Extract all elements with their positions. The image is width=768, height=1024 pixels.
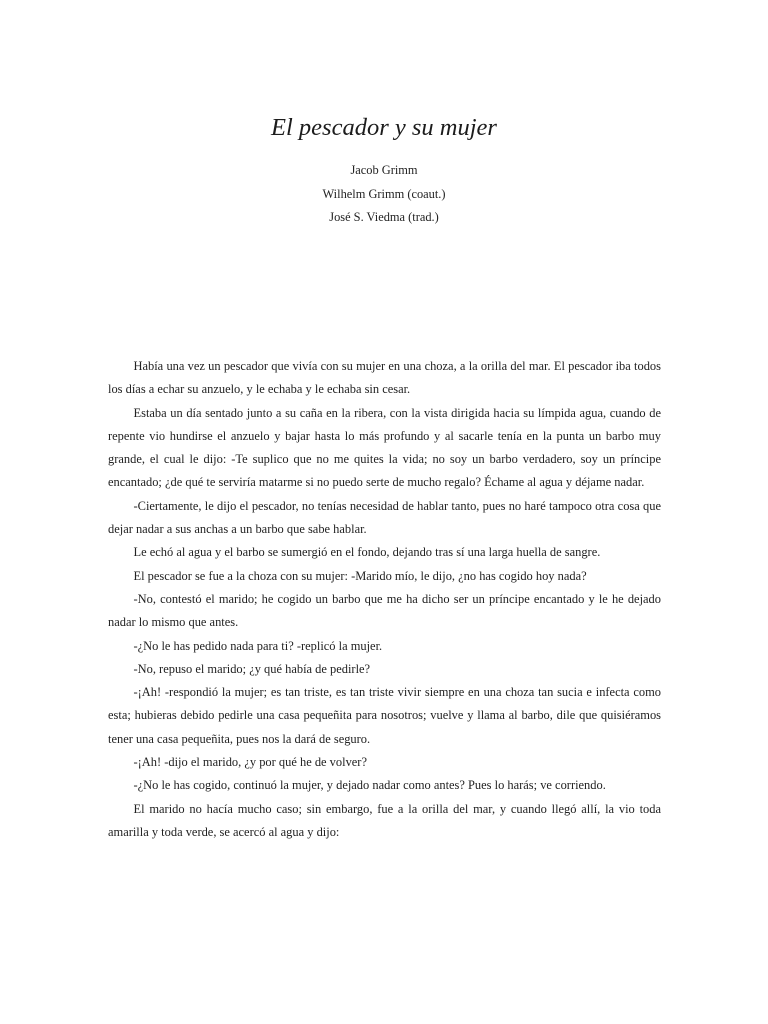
document-body: [108, 355, 661, 844]
paragraph: -Ciertamente, le dijo el pescador, no tenías necesidad de hablar tanto, pues no haré tampoco otra cosa que dejar nadar a sus anchas a un barbo que sabe hablar.: [108, 498, 661, 537]
paragraph: -No, contestó el marido; he cogido un barbo que me ha dicho ser un príncipe encantado y le he dejado nadar lo mismo que antes.: [108, 591, 661, 630]
paragraph: -No, repuso el marido; ¿y qué había de pedirle?: [133, 661, 371, 676]
paragraph: -¡Ah! -dijo el marido, ¿y por qué he de volver?: [133, 755, 367, 770]
paragraph: -¡Ah! -respondió la mujer; es tan triste, es tan triste vivir siempre en una choza tan sucia e infecta como esta; hubieras debido pedirle una casa pequeñita para nosotros; vuelve y llama al barbo, dile que quisiéramos tener una casa pequeñita, pues nos la dará de seguro.: [108, 685, 661, 746]
author-line: José S. Viedma (trad.): [329, 210, 439, 225]
paragraph: Había una vez un pescador que vivía con su mujer en una choza, a la orilla del mar. El pescador iba todos los días a echar su anzuelo, y le echaba y le echaba sin cesar.: [108, 359, 661, 397]
paragraph: -¿No le has cogido, continuó la mujer, y dejado nadar como antes? Pues lo harás; ve corriendo.: [133, 778, 606, 793]
author-line: Jacob Grimm: [350, 163, 418, 177]
paragraph: El pescador se fue a la choza con su mujer: -Marido mío, le dijo, ¿no has cogido hoy nada?: [133, 568, 587, 583]
paragraph: Le echó al agua y el barbo se sumergió en el fondo, dejando tras sí una larga huella de sangre.: [133, 545, 601, 560]
document-title: El pescador y su mujer: [271, 114, 497, 141]
author-list: [0, 159, 768, 230]
paragraph: Estaba un día sentado junto a su caña en la ribera, con la vista dirigida hacia su límpida agua, cuando de repente vio hundirse el anzuelo y bajar hasta lo más profundo y al sacarle tenía en la punta un barbo muy grande, el cual le dijo: -Te suplico que no me quites la vida; no soy un barbo verdadero, soy un príncipe encantado; ¿de qué te serviría matarme si no puedo serte de mucho regalo? Échame al agua y déjame nadar.: [108, 405, 661, 490]
paragraph: El marido no hacía mucho caso; sin embargo, fue a la orilla del mar, y cuando llegó allí, la vio toda amarilla y toda verde, se acercó al agua y dijo:: [108, 801, 661, 839]
paragraph: -¿No le has pedido nada para ti? -replicó la mujer.: [133, 638, 383, 653]
author-line: Wilhelm Grimm (coaut.): [322, 186, 446, 201]
